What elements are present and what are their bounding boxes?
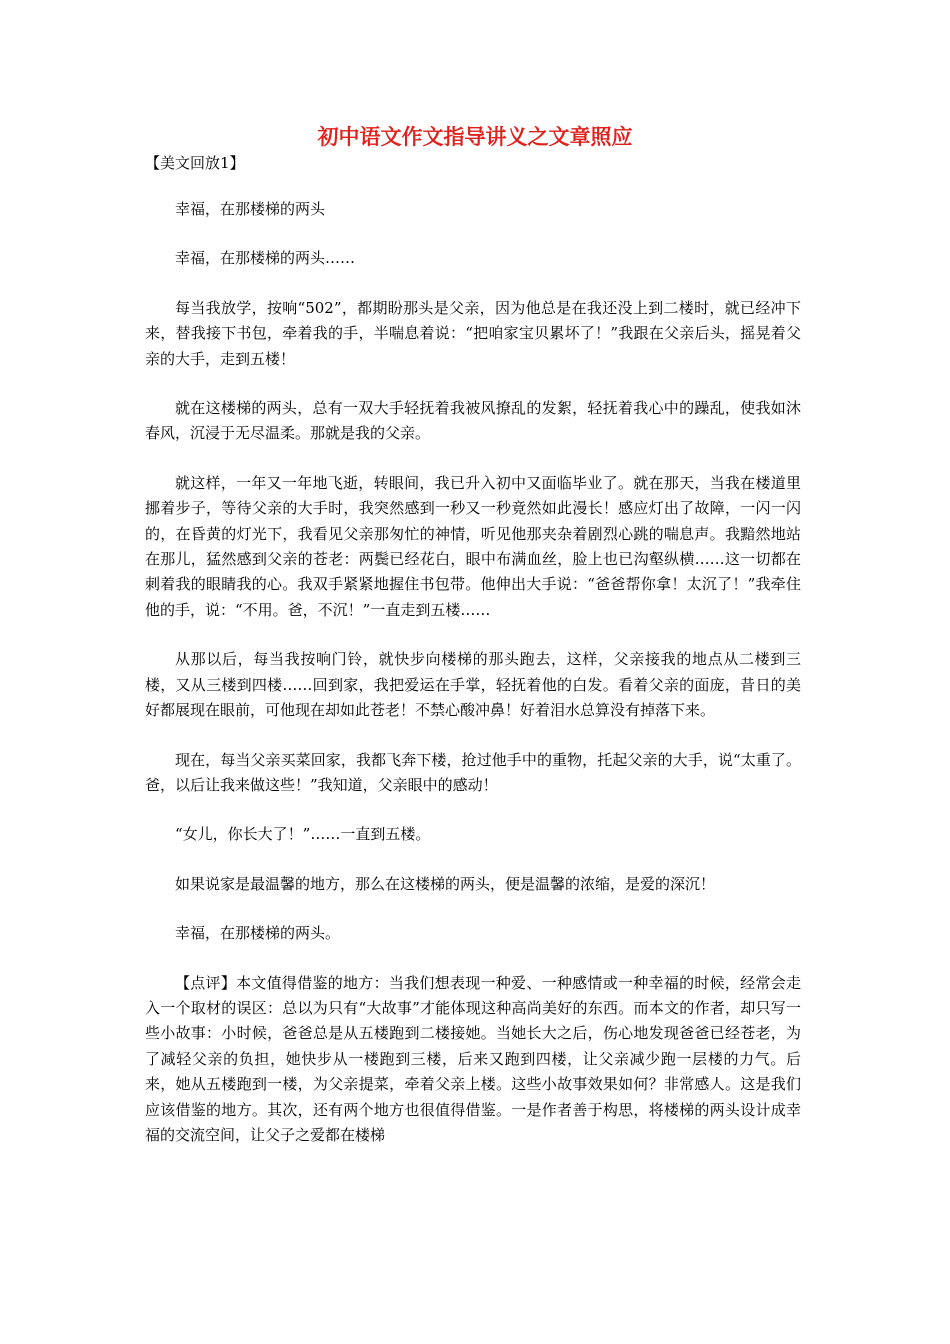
paragraph: 每当我放学，按响“502”，都期盼那头是父亲，因为他总是在我还没上到二楼时，就已经冲下来，替我接下书包，牵着我的手，半喘息着说：“把咱家宝贝累坏了！”我跟在父亲后头，摇晃着父亲的大手，走到五楼！ (145, 298, 801, 368)
paragraph: 就在这楼梯的两头，总有一双大手轻抚着我被风撩乱的发絮，轻抚着我心中的躁乱，使我如沐春风，沉浸于无尽温柔。那就是我的父亲。 (145, 399, 801, 443)
paragraph: 从那以后，每当我按响门铃，就快步向楼梯的那头跑去，这样，父亲接我的地点从二楼到三楼，又从三楼到四楼……回到家，我把爱运在手掌，轻抚着他的白发。看着父亲的面庞，昔日的美好都展现在眼前，可他现在却如此苍老！不禁心酸冲鼻！好着泪水总算没有掉落下来。 (145, 650, 801, 720)
paragraph: 就这样，一年又一年地飞逝，转眼间，我已升入初中又面临毕业了。就在那天，当我在楼道里挪着步子，等待父亲的大手时，我突然感到一秒又一秒竟然如此漫长！感应灯出了故障，一闪一闪的，在昏黄的灯光下，我看见父亲那匆忙的神情，听见他那夹杂着剧烈心跳的喘息声。我黯然地站在那儿，猛然感到父亲的苍老：两鬓已经花白，眼中布满血丝，脸上也已沟壑纵横……这一切都在刺着我的眼睛我的心。我双手紧紧地握住书包带。他伸出大手说：“爸爸帮你拿！太沉了！”我牵住他的手，说：“不用。爸，不沉！”一直走到五楼…… (145, 473, 801, 619)
article-body (145, 197, 801, 1172)
section-label: 【美文回放1】 (145, 154, 245, 172)
paragraph: 如果说家是最温馨的地方，那么在这楼梯的两头，便是温馨的浓缩，是爱的深沉！ (175, 874, 716, 893)
paragraph: 幸福，在那楼梯的两头…… (175, 249, 356, 268)
paragraph: 幸福，在那楼梯的两头。 (175, 924, 341, 943)
commentary-paragraph: 【点评】本文值得借鉴的地方：当我们想表现一种爱、一种感情或一种幸福的时候，经常会走入一个取材的误区：总以为只有“大故事”才能体现这种高尚美好的东西。而本文的作者，却只写一些小故事：小时候，爸爸总是从五楼跑到二楼接她。当她长大之后，伤心地发现爸爸已经苍老，为了减轻父亲的负担，她快步从一楼跑到三楼，后来又跑到四楼，让父亲减少跑一层楼的力气。后来，她从五楼跑到一楼，为父亲提菜，牵着父亲上楼。这些小故事效果如何？非常感人。这是我们应该借鉴的地方。其次，还有两个地方也很值得借鉴。一是作者善于构思，将楼梯的两头设计成幸福的交流空间，让父子之爱都在楼梯 (145, 973, 801, 1144)
paragraph: “女儿，你长大了！”……一直到五楼。 (175, 825, 431, 844)
paragraph: 现在，每当父亲买菜回家，我都飞奔下楼，抢过他手中的重物，托起父亲的大手，说“太重了。爸，以后让我来做这些！”我知道，父亲眼中的感动！ (145, 750, 801, 794)
article-heading: 幸福，在那楼梯的两头 (175, 200, 326, 218)
page-title: 初中语文作文指导讲义之文章照应 (317, 125, 633, 149)
